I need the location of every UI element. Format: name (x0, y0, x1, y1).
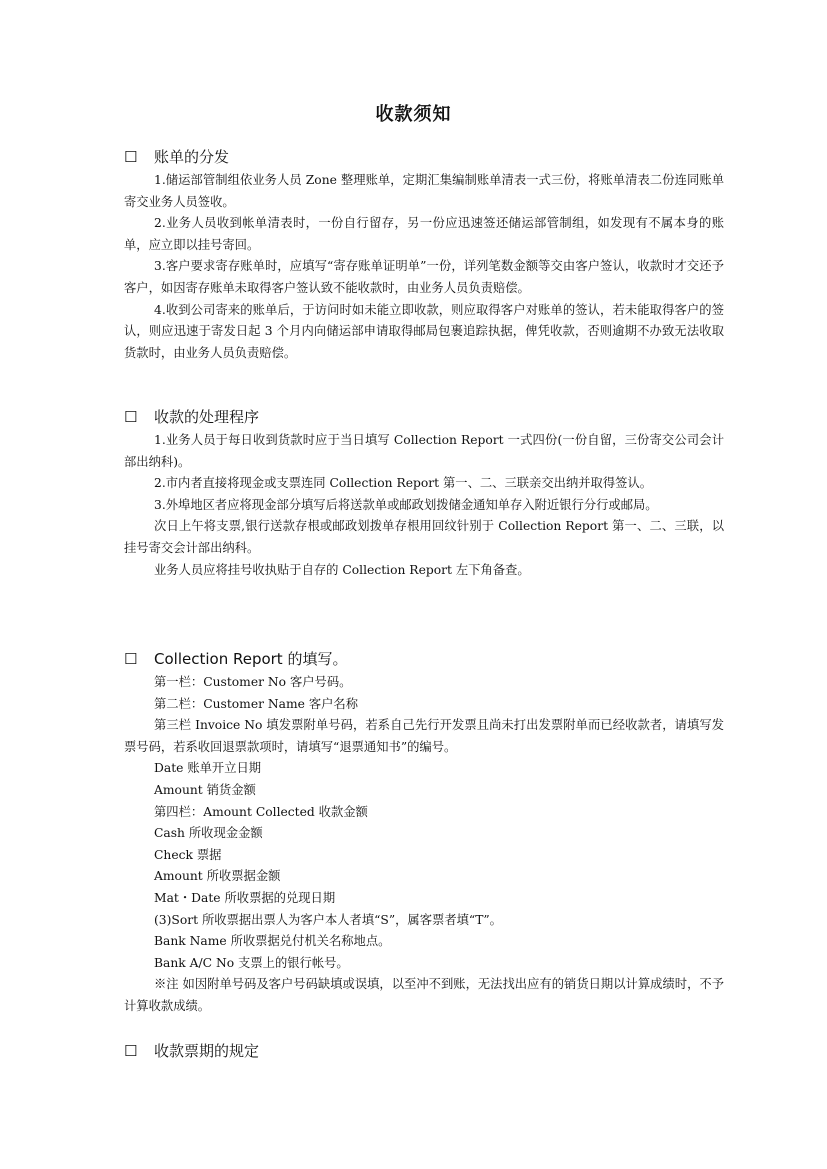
checkbox-square-icon: ☐ (124, 408, 138, 426)
paragraph: 2.市内者直接将现金或支票连同 Collection Report 第一、二、三联亲交出纳并取得签认。 (154, 476, 653, 491)
checkbox-square-icon: ☐ (124, 650, 138, 668)
paragraph: 次日上午将支票,银行送款存根或邮政划拨单存根用回纹针别于 Collection Report 第一、二、三联，以挂号寄交会计部出纳科。 (124, 519, 724, 555)
section-heading (124, 646, 724, 672)
paragraph: Bank A/C No 支票上的银行帐号。 (154, 955, 349, 970)
paragraph: Date 账单开立日期 (154, 761, 262, 776)
paragraph: Check 票据 (154, 847, 222, 862)
checkbox-square-icon: ☐ (124, 148, 138, 166)
paragraph: 3.外埠地区者应将现金部分填写后将送款单或邮政划拨储金通知单存入附近银行分行或邮局。 (154, 497, 658, 512)
paragraph: Bank Name 所收票据兑付机关名称地点。 (154, 934, 391, 949)
section-payment-terms (124, 1038, 724, 1064)
section-heading-text: 收款的处理程序 (154, 408, 260, 426)
paragraph: Amount 所收票据金额 (154, 869, 281, 884)
paragraph: 第三栏 Invoice No 填发票附单号码，若系自己先行开发票且尚未打出发票附单而已经收款者，请填写发票号码，若系收回退票款项时，请填写“退票通知书”的编号。 (124, 718, 724, 754)
section-collection-report (124, 646, 724, 1018)
section-heading-text: Collection Report 的填写。 (154, 650, 348, 668)
checkbox-square-icon: ☐ (124, 1042, 138, 1060)
paragraph: 第四栏：Amount Collected 收款金额 (154, 804, 368, 819)
paragraph: Amount 销货金额 (154, 782, 256, 797)
paragraph: (3)Sort 所收票据出票人为客户本人者填“S”，属客票者填“T”。 (154, 912, 502, 927)
section-heading (124, 1038, 724, 1064)
page-title: 收款须知 (375, 104, 452, 125)
paragraph: 2.业务人员收到帐单清表时，一份自行留存，另一份应迅速签还储运部管制组，如发现有不属本身的账单，应立即以挂号寄回。 (124, 216, 724, 252)
paragraph: 3.客户要求寄存账单时，应填写“寄存账单证明单”一份，详列笔数金额等交由客户签认，收款时才交还予客户，如因寄存账单未取得客户签认致不能收款时，由业务人员负责赔偿。 (124, 259, 724, 295)
paragraph: ※注 如因附单号码及客户号码缺填或误填，以至冲不到账，无法找出应有的销货日期以计算成绩时，不予计算收款成绩。 (124, 977, 724, 1013)
paragraph: 第一栏：Customer No 客户号码。 (154, 675, 352, 689)
paragraph: 1.业务人员于每日收到货款时应于当日填写 Collection Report 一式四份(一份自留，三份寄交公司会计部出纳科)。 (124, 433, 724, 469)
paragraph: 业务人员应将挂号收执贴于自存的 Collection Report 左下角备查。 (154, 562, 530, 577)
section-collection-procedure (124, 404, 724, 581)
section-heading-text: 账单的分发 (154, 148, 230, 166)
section-heading (124, 404, 724, 430)
paragraph: 1.储运部管制组依业务人员 Zone 整理账单，定期汇集编制账单清表一式三份，将账单清表二份连同账单寄交业务人员签收。 (124, 173, 724, 209)
paragraph: 4.收到公司寄来的账单后，于访问时如未能立即收款，则应取得客户对账单的签认，若未能取得客户的签认，则应迅速于寄发日起 3 个月内向储运部申请取得邮局包裹追踪执据，俾凭收款，否则逾期不办致无法收取货款时，由业务人员负责赔偿。 (124, 302, 724, 360)
paragraph: 第二栏：Customer Name 客户名称 (154, 696, 359, 711)
section-heading (124, 144, 724, 170)
section-billing-distribution (124, 144, 724, 364)
section-heading-text: 收款票期的规定 (154, 1042, 260, 1060)
paragraph: Mat・Date 所收票据的兑现日期 (154, 890, 336, 905)
paragraph: Cash 所收现金金额 (154, 826, 263, 841)
